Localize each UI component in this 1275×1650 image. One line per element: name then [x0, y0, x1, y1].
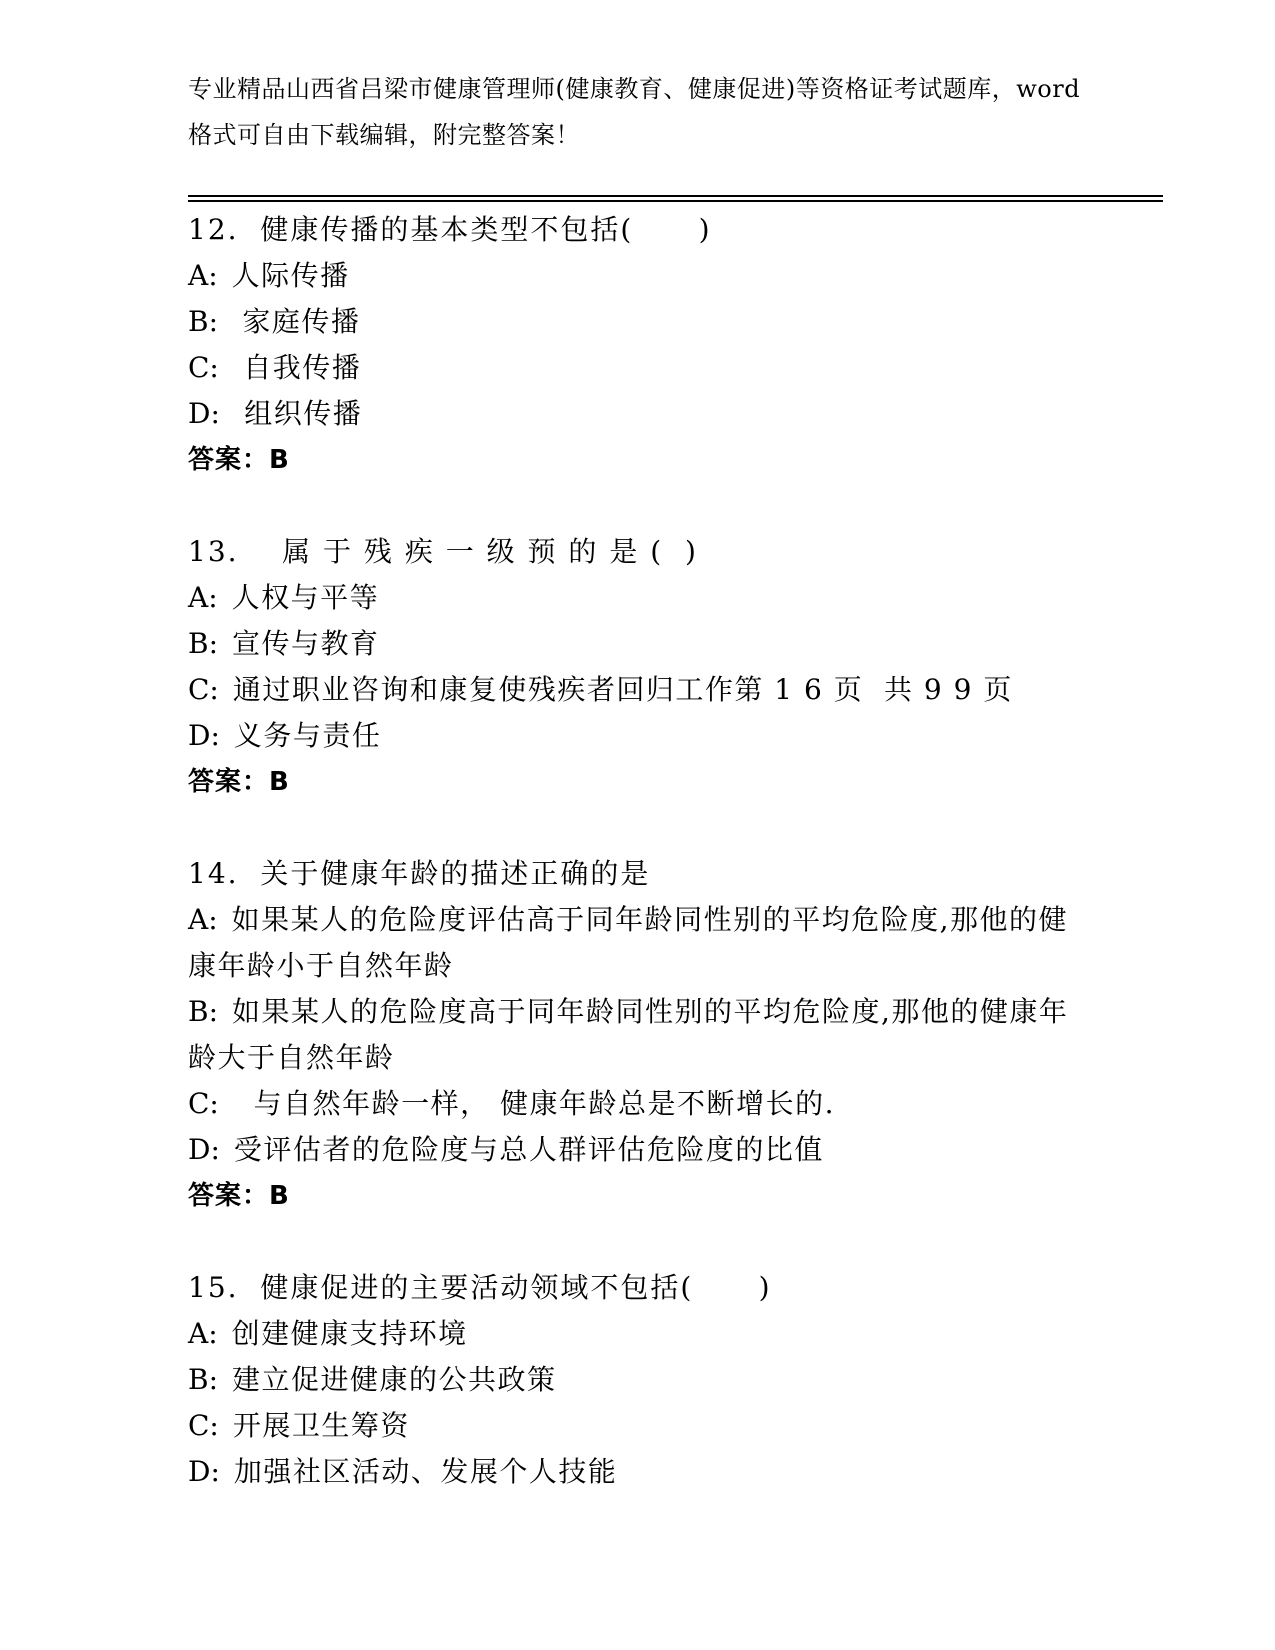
question-14-answer-line	[188, 1173, 1163, 1219]
question-14-option-a-continuation: 康年龄小于自然年龄	[188, 949, 454, 982]
question-15	[188, 1265, 1163, 1495]
question-13-answer-line	[188, 759, 1163, 805]
question-15-option-d	[188, 1449, 1163, 1495]
answer-label: 答案：	[188, 767, 270, 797]
question-15-option-a	[188, 1311, 1163, 1357]
question-13-title: 13. 属 于 残 疾 一 级 预 的 是 ( )	[188, 535, 698, 568]
question-15-option-b	[188, 1357, 1163, 1403]
option-label: A:	[188, 581, 218, 614]
option-text: 与自然年龄一样， 健康年龄总是不断增长的.	[232, 1087, 835, 1120]
option-label: C:	[188, 1409, 219, 1442]
question-13-option-a	[188, 575, 1163, 621]
question-14-option-b-continuation: 龄大于自然年龄	[188, 1041, 395, 1074]
question-12-option-a	[188, 253, 1163, 299]
page-header	[188, 0, 1163, 162]
option-text: 如果某人的危险度高于同年龄同性别的平均危险度,那他的健康年	[232, 995, 1069, 1028]
question-14	[188, 851, 1163, 1219]
option-label: B:	[188, 305, 219, 338]
question-13-option-d	[188, 713, 1163, 759]
option-label: B:	[188, 995, 219, 1028]
answer-label: 答案：	[188, 445, 270, 475]
option-text: 通过职业咨询和康复使残疾者回归工作第 1 6 页 共 9 9 页	[232, 673, 1013, 706]
question-15-title: 15. 健康促进的主要活动领域不包括( )	[188, 1271, 772, 1304]
question-13-option-b	[188, 621, 1163, 667]
option-label: A:	[188, 903, 218, 936]
option-label: B:	[188, 1363, 219, 1396]
option-text: 家庭传播	[232, 305, 361, 338]
option-label: D:	[188, 1133, 220, 1166]
option-text: 宣传与教育	[232, 627, 380, 660]
question-12-option-b	[188, 299, 1163, 345]
question-13-option-c	[188, 667, 1163, 713]
question-12-option-d	[188, 391, 1163, 437]
option-label: B:	[188, 627, 219, 660]
option-label: C:	[188, 1087, 219, 1120]
option-text: 组织传播	[233, 397, 363, 430]
header-line-2: 格式可自由下载编辑，附完整答案！	[188, 121, 580, 149]
question-12	[188, 207, 1163, 483]
option-text: 开展卫生筹资	[232, 1409, 410, 1442]
question-14-option-d	[188, 1127, 1163, 1173]
question-14-option-c	[188, 1081, 1163, 1127]
question-14-option-a	[188, 897, 1163, 943]
option-label: D:	[188, 1455, 220, 1488]
option-label: C:	[188, 673, 219, 706]
option-text: 如果某人的危险度评估高于同年龄同性别的平均危险度,那他的健	[231, 903, 1069, 936]
question-15-option-c	[188, 1403, 1163, 1449]
option-text: 人际传播	[231, 259, 350, 292]
option-label: C:	[188, 351, 219, 384]
answer-value: B	[269, 445, 290, 475]
option-text: 自我传播	[232, 351, 362, 384]
question-12-answer-line	[188, 437, 1163, 483]
answer-label: 答案：	[188, 1181, 270, 1211]
option-label: D:	[188, 397, 220, 430]
header-separator-double-rule	[188, 195, 1163, 202]
question-14-option-b	[188, 989, 1163, 1035]
header-line-1: 专业精品山西省吕梁市健康管理师(健康教育、健康促进)等资格证考试题库，word	[188, 75, 1081, 103]
option-text: 受评估者的危险度与总人群评估危险度的比值	[233, 1133, 824, 1166]
question-12-title: 12. 健康传播的基本类型不包括( )	[188, 213, 712, 246]
answer-value: B	[269, 1181, 290, 1211]
option-text: 建立促进健康的公共政策	[232, 1363, 557, 1396]
question-13	[188, 529, 1163, 805]
option-label: D:	[188, 719, 220, 752]
option-text: 义务与责任	[233, 719, 382, 752]
option-label: A:	[188, 259, 218, 292]
question-14-title: 14. 关于健康年龄的描述正确的是	[188, 857, 651, 890]
option-label: A:	[188, 1317, 218, 1350]
option-text: 创建健康支持环境	[231, 1317, 468, 1350]
answer-value: B	[269, 767, 290, 797]
document-content	[188, 0, 1163, 1495]
option-text: 人权与平等	[231, 581, 380, 614]
option-text: 加强社区活动、发展个人技能	[233, 1455, 618, 1488]
question-12-option-c	[188, 345, 1163, 391]
